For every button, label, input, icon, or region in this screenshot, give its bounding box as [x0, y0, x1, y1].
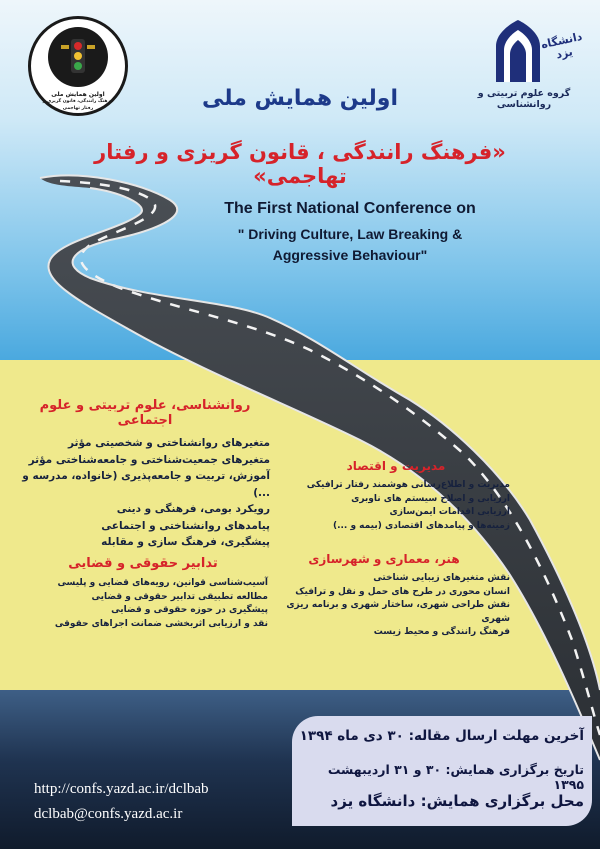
- psychology-heading: روانشناسی، علوم تربیتی و علوم اجتماعی: [39, 398, 251, 428]
- deadline-text: آخرین مهلت ارسال مقاله: ۳۰ دی ماه ۱۳۹۴: [299, 728, 584, 744]
- section-psychology: [20, 398, 270, 551]
- info-box: [292, 716, 592, 826]
- section-legal: [18, 556, 268, 631]
- management-heading: مدیریت و اقتصاد: [346, 459, 446, 473]
- email-link[interactable]: dclbab@confs.yazd.ac.ir: [34, 806, 183, 822]
- list-item: زمینه‌ها و پیامدهای اقتصادی (بیمه و ...): [332, 520, 510, 531]
- list-item: متغیرهای جمعیت‌شناختی و جامعه‌شناختی مؤثر: [28, 453, 270, 466]
- list-item: آسیب‌شناسی قوانین، رویه‌های قضایی و پلیسی: [57, 578, 268, 588]
- list-item: پیشگیری، فرهنگ سازی و مقابله: [101, 536, 270, 548]
- title-persian-line1: اولین همایش ملی: [201, 86, 399, 111]
- list-item: پیشگیری در حوزه حقوقی و قضایی: [111, 605, 268, 615]
- logo-caption-line-2: فرهنگ رانندگی، قانون گریزی و رفتار تهاجمی: [42, 99, 114, 111]
- list-item: رویکرد بومی، فرهنگی و دینی: [116, 503, 270, 515]
- list-item: مدیریت و اطلاع‌رسانی هوشمند رفتار ترافیکی: [306, 480, 510, 490]
- title-english-line2: " Driving Culture, Law Breaking &: [237, 226, 463, 242]
- title-persian-line2: «فرهنگ رانندگی ، قانون گریزی و رفتار تهاجمی»: [94, 140, 506, 188]
- conference-logo-caption: [37, 91, 119, 112]
- list-item: انسان محوری در طرح های حمل و نقل و ترافیک: [295, 586, 510, 597]
- list-item: نقد و ارزیابی اثربخشی ضمانت اجراهای حقوقی: [54, 618, 268, 629]
- section-management: [282, 459, 510, 533]
- university-calligraphy: دانشگاه یزد: [539, 29, 584, 62]
- logo-caption-line-1: اولین همایش ملی: [51, 91, 105, 98]
- list-item: مطالعه تطبیقی تدابیر حقوقی و قضایی: [91, 591, 268, 602]
- list-item: متغیرهای روانشناختی و شخصیتی مؤثر: [67, 437, 270, 449]
- department-name: گروه علوم تربیتی و روانشناسی: [477, 88, 571, 110]
- title-english-lines: [195, 224, 505, 266]
- list-item: نقش متغیرهای زیبایی شناختی: [373, 573, 510, 583]
- conference-logo: [28, 16, 128, 116]
- list-item: نقش طراحی شهری، ساختار شهری و برنامه ریزی شهری: [286, 600, 510, 624]
- list-item: ارزیابی و اصلاح سیستم های ناوبری: [351, 493, 510, 504]
- title-english-line3: Aggressive Behaviour": [272, 247, 428, 263]
- list-item: فرهنگ رانندگی و محیط زیست: [373, 627, 510, 637]
- list-item: ارزیابی اقدامات ایمن‌سازی: [389, 507, 510, 517]
- website-link[interactable]: http://confs.yazd.ac.ir/dclbab: [34, 781, 209, 797]
- legal-heading: تدابیر حقوقی و قضایی: [68, 556, 218, 571]
- section-art: [258, 552, 510, 640]
- title-english-line1: The First National Conference on: [224, 200, 476, 217]
- art-heading: هنر، معماری و شهرسازی: [308, 552, 460, 566]
- venue-text: محل برگزاری همایش: دانشگاه یزد: [330, 792, 584, 810]
- list-item: پیامدهای روانشناختی و اجتماعی: [101, 519, 270, 532]
- list-item: آموزش، تربیت و جامعه‌پذیری (خانواده، مدرسه و ...): [22, 470, 270, 499]
- dates-text: تاریخ برگزاری همایش: ۳۰ و ۳۱ اردیبهشت ۱۳۹۵: [327, 762, 584, 792]
